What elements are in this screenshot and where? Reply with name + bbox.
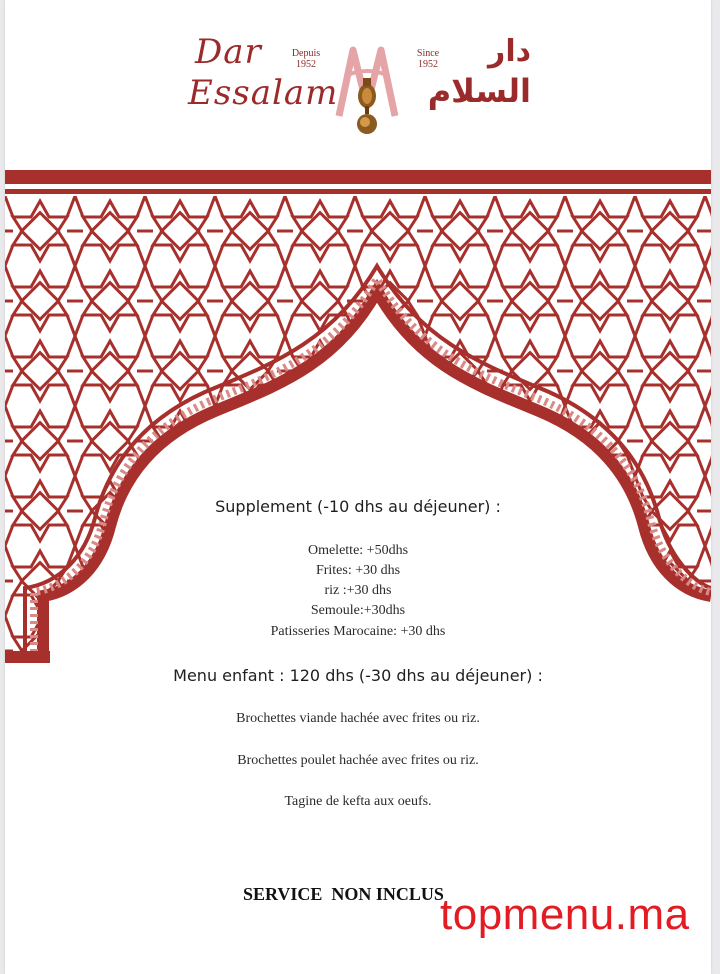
service-non-inclus-note: SERVICE NON INCLUS bbox=[243, 884, 444, 904]
restaurant-logo bbox=[5, 0, 711, 160]
menu-enfant-dish: Brochettes viande hachée avec frites ou riz. bbox=[236, 711, 480, 726]
menu-page bbox=[5, 0, 711, 974]
supplement-item: Omelette: +50dhs bbox=[307, 543, 409, 558]
menu-enfant-dish: Tagine de kefta aux oeufs. bbox=[284, 794, 432, 809]
moroccan-arch-ornament bbox=[5, 196, 711, 671]
topmenu-watermark: topmenu.ma bbox=[440, 890, 690, 939]
monogram-emblem-icon bbox=[327, 36, 407, 144]
supplement-item: Semoule:+30dhs bbox=[310, 603, 406, 618]
since-year: 1952 bbox=[418, 59, 438, 70]
logo-name-dar: Dar bbox=[195, 32, 262, 72]
logo-arabic-essalam: السلام bbox=[427, 72, 531, 110]
logo-name-essalam: Essalam bbox=[188, 73, 339, 113]
supplement-item: riz :+30 dhs bbox=[324, 583, 392, 598]
header-band-thick bbox=[5, 170, 711, 184]
logo-since bbox=[403, 48, 453, 70]
supplement-heading: Supplement (-10 dhs au déjeuner) : bbox=[215, 497, 501, 516]
depuis-year: 1952 bbox=[296, 59, 316, 70]
supplement-item: Frites: +30 dhs bbox=[315, 563, 401, 578]
menu-enfant-heading: Menu enfant : 120 dhs (-30 dhs au déjeuner) : bbox=[173, 666, 543, 685]
depuis-label: Depuis bbox=[291, 48, 321, 59]
since-label: Since bbox=[416, 48, 440, 59]
header-band-thin bbox=[5, 189, 711, 194]
supplement-item: Patisseries Marocaine: +30 dhs bbox=[270, 624, 446, 639]
logo-depuis bbox=[281, 48, 331, 70]
logo-arabic-dar: دار bbox=[488, 34, 531, 69]
menu-enfant-dish: Brochettes poulet hachée avec frites ou riz. bbox=[237, 753, 479, 768]
